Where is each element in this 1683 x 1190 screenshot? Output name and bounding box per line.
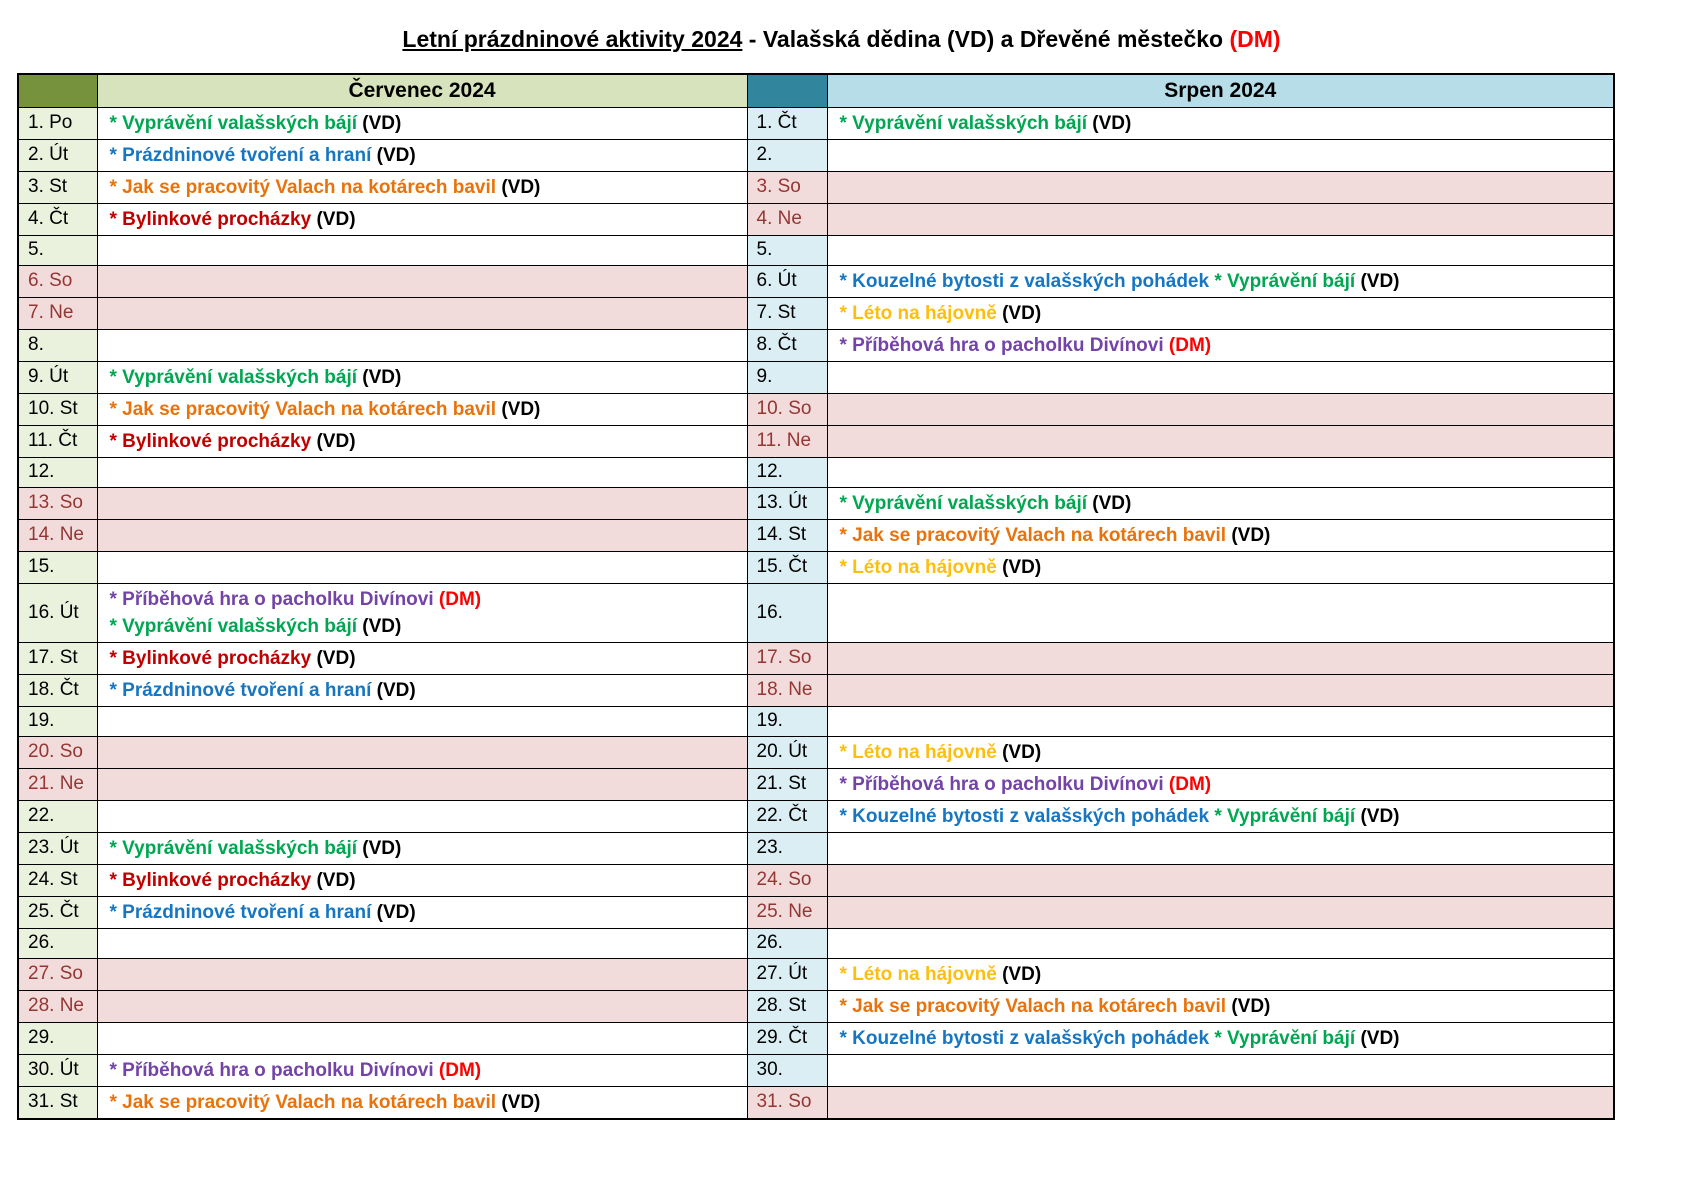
activity-segment: (VD) [311, 869, 356, 891]
activity-line [110, 396, 743, 423]
august-day-cell: 18. Ne [747, 674, 827, 706]
calendar-row-27 [18, 958, 1614, 990]
activity-segment: (VD) [496, 1091, 541, 1113]
july-day-cell: 4. Čt [18, 203, 97, 235]
august-activity-cell [827, 203, 1614, 235]
activity-line [110, 645, 743, 672]
calendar-row-21 [18, 768, 1614, 800]
activity-line [840, 961, 1610, 988]
activity-segment: * Prázdninové tvoření a hraní [109, 144, 372, 166]
activity-line [110, 867, 743, 894]
august-activity-cell [827, 425, 1614, 457]
calendar-row-11 [18, 425, 1614, 457]
activity-segment: (VD) [996, 741, 1042, 763]
calendar-row-19 [18, 706, 1614, 736]
july-activity-cell [97, 800, 747, 832]
activity-segment: (VD) [357, 615, 402, 637]
activity-line [840, 739, 1610, 766]
july-activity-cell [97, 583, 747, 642]
calendar-row-20 [18, 736, 1614, 768]
activity-segment: (VD) [496, 398, 541, 420]
activity-segment: * Bylinkové procházky [109, 647, 312, 669]
july-activity-cell [97, 361, 747, 393]
activity-segment: (VD) [357, 366, 402, 388]
august-day-cell: 17. So [747, 642, 827, 674]
calendar-row-9 [18, 361, 1614, 393]
activity-segment: * Jak se pracovitý Valach na kotárech bavil [109, 1091, 497, 1113]
august-activity-cell [827, 958, 1614, 990]
activity-segment: * Bylinkové procházky [109, 208, 312, 230]
activity-segment: (VD) [1087, 112, 1132, 134]
calendar-row-18 [18, 674, 1614, 706]
calendar-row-22 [18, 800, 1614, 832]
july-day-cell: 11. Čt [18, 425, 97, 457]
july-day-cell: 9. Út [18, 361, 97, 393]
activity-segment: * Bylinkové procházky [109, 430, 312, 452]
activity-line [110, 142, 743, 169]
activity-segment: * Bylinkové procházky [109, 869, 312, 891]
calendar-row-13 [18, 487, 1614, 519]
august-day-cell: 27. Út [747, 958, 827, 990]
august-day-cell: 4. Ne [747, 203, 827, 235]
july-activity-cell [97, 674, 747, 706]
july-day-cell: 20. So [18, 736, 97, 768]
july-activity-cell [97, 235, 747, 265]
july-activity-cell [97, 832, 747, 864]
july-activity-cell [97, 107, 747, 139]
august-day-cell: 16. [747, 583, 827, 642]
activity-line [110, 428, 743, 455]
activity-segment: (VD) [996, 302, 1042, 324]
august-activity-cell [827, 361, 1614, 393]
july-month-header: Červenec 2024 [97, 74, 747, 107]
title-dm-tag: (DM) [1229, 26, 1281, 52]
july-activity-cell [97, 864, 747, 896]
activity-segment: * Příběhová hra o pacholku Divínovi [109, 588, 434, 610]
august-activity-cell [827, 896, 1614, 928]
july-day-cell: 28. Ne [18, 990, 97, 1022]
july-activity-cell [97, 487, 747, 519]
august-day-cell: 9. [747, 361, 827, 393]
august-day-cell: 2. [747, 139, 827, 171]
july-day-cell: 16. Út [18, 583, 97, 642]
activity-line [110, 835, 743, 862]
july-day-cell: 21. Ne [18, 768, 97, 800]
calendar-row-1 [18, 107, 1614, 139]
calendar-row-5 [18, 235, 1614, 265]
july-day-cell: 17. St [18, 642, 97, 674]
august-corner-cell [747, 74, 827, 107]
activity-line [840, 1025, 1610, 1052]
july-activity-cell [97, 171, 747, 203]
activity-segment: (VD) [311, 430, 356, 452]
july-activity-cell [97, 203, 747, 235]
activity-segment: (VD) [1087, 492, 1132, 514]
august-activity-cell [827, 235, 1614, 265]
august-activity-cell [827, 551, 1614, 583]
activity-segment: (VD) [357, 837, 402, 859]
activity-line [840, 268, 1610, 295]
august-activity-cell [827, 297, 1614, 329]
activity-segment: (DM) [1163, 773, 1212, 795]
july-day-cell: 19. [18, 706, 97, 736]
activity-segment: * Vyprávění valašských bájí [109, 837, 358, 859]
august-activity-cell [827, 171, 1614, 203]
calendar-row-12 [18, 457, 1614, 487]
july-day-cell: 24. St [18, 864, 97, 896]
july-day-cell: 25. Čt [18, 896, 97, 928]
august-activity-cell [827, 107, 1614, 139]
july-day-cell: 22. [18, 800, 97, 832]
activity-segment: * Kouzelné bytosti z valašských pohádek [839, 805, 1210, 827]
activity-segment: * Vyprávění valašských bájí [839, 112, 1088, 134]
august-day-cell: 1. Čt [747, 107, 827, 139]
august-day-cell: 15. Čt [747, 551, 827, 583]
activity-line [840, 110, 1610, 137]
activity-segment: * Příběhová hra o pacholku Divínovi [839, 773, 1164, 795]
activity-line [110, 613, 743, 640]
calendar-row-25 [18, 896, 1614, 928]
activity-line [110, 677, 743, 704]
july-day-cell: 27. So [18, 958, 97, 990]
august-activity-cell [827, 990, 1614, 1022]
calendar-row-31 [18, 1086, 1614, 1119]
activity-line [110, 174, 743, 201]
title-rest: - Valašská dědina (VD) a Dřevěné městečko [742, 26, 1230, 52]
august-day-cell: 20. Út [747, 736, 827, 768]
calendar-header-row [18, 74, 1614, 107]
august-activity-cell [827, 706, 1614, 736]
july-day-cell: 23. Út [18, 832, 97, 864]
calendar-row-15 [18, 551, 1614, 583]
calendar-row-7 [18, 297, 1614, 329]
activity-segment: * Jak se pracovitý Valach na kotárech bavil [839, 524, 1227, 546]
activity-segment: * Jak se pracovitý Valach na kotárech bavil [109, 398, 497, 420]
july-activity-cell [97, 551, 747, 583]
august-day-cell: 29. Čt [747, 1022, 827, 1054]
july-activity-cell [97, 139, 747, 171]
august-activity-cell [827, 1086, 1614, 1119]
calendar-row-4 [18, 203, 1614, 235]
activity-segment: * Vyprávění bájí [1209, 1027, 1356, 1049]
calendar-row-16 [18, 583, 1614, 642]
august-activity-cell [827, 642, 1614, 674]
activity-segment: * Vyprávění valašských bájí [109, 615, 358, 637]
august-activity-cell [827, 864, 1614, 896]
calendar-row-26 [18, 928, 1614, 958]
august-day-cell: 10. So [747, 393, 827, 425]
july-activity-cell [97, 393, 747, 425]
activity-segment: (VD) [1226, 995, 1271, 1017]
calendar-row-17 [18, 642, 1614, 674]
july-activity-cell [97, 297, 747, 329]
july-day-cell: 12. [18, 457, 97, 487]
august-day-cell: 26. [747, 928, 827, 958]
august-month-header: Srpen 2024 [827, 74, 1614, 107]
calendar-row-14 [18, 519, 1614, 551]
activity-segment: * Vyprávění valašských bájí [839, 492, 1088, 514]
activity-segment: (DM) [433, 1059, 482, 1081]
activity-segment: (VD) [311, 647, 356, 669]
july-activity-cell [97, 990, 747, 1022]
july-activity-cell [97, 329, 747, 361]
july-activity-cell [97, 958, 747, 990]
august-day-cell: 12. [747, 457, 827, 487]
july-activity-cell [97, 519, 747, 551]
august-day-cell: 28. St [747, 990, 827, 1022]
july-activity-cell [97, 706, 747, 736]
activity-segment: * Kouzelné bytosti z valašských pohádek [839, 1027, 1210, 1049]
august-day-cell: 3. So [747, 171, 827, 203]
calendar-row-23 [18, 832, 1614, 864]
activity-segment: * Jak se pracovitý Valach na kotárech bavil [109, 176, 497, 198]
activity-line [840, 490, 1610, 517]
july-corner-cell [18, 74, 97, 107]
july-day-cell: 5. [18, 235, 97, 265]
july-activity-cell [97, 1054, 747, 1086]
activity-line [840, 771, 1610, 798]
august-activity-cell [827, 768, 1614, 800]
july-day-cell: 10. St [18, 393, 97, 425]
title-main: Letní prázdninové aktivity 2024 [402, 26, 743, 52]
activity-segment: * Léto na hájovně [839, 556, 997, 578]
august-activity-cell [827, 393, 1614, 425]
august-day-cell: 11. Ne [747, 425, 827, 457]
august-activity-cell [827, 736, 1614, 768]
july-day-cell: 1. Po [18, 107, 97, 139]
activity-line [110, 1089, 743, 1116]
activity-line [840, 554, 1610, 581]
activity-segment: (VD) [496, 176, 541, 198]
activity-segment: * Kouzelné bytosti z valašských pohádek [839, 270, 1210, 292]
august-day-cell: 19. [747, 706, 827, 736]
activity-line [840, 300, 1610, 327]
activity-segment: (VD) [371, 144, 416, 166]
activity-line [110, 206, 743, 233]
july-activity-cell [97, 896, 747, 928]
july-day-cell: 3. St [18, 171, 97, 203]
august-day-cell: 24. So [747, 864, 827, 896]
activity-segment: (VD) [371, 901, 416, 923]
july-day-cell: 7. Ne [18, 297, 97, 329]
july-day-cell: 31. St [18, 1086, 97, 1119]
calendar-row-30 [18, 1054, 1614, 1086]
calendar-row-2 [18, 139, 1614, 171]
august-activity-cell [827, 139, 1614, 171]
july-day-cell: 18. Čt [18, 674, 97, 706]
july-activity-cell [97, 265, 747, 297]
august-activity-cell [827, 457, 1614, 487]
august-activity-cell [827, 519, 1614, 551]
activity-line [110, 364, 743, 391]
activity-line [840, 993, 1610, 1020]
july-activity-cell [97, 928, 747, 958]
august-day-cell: 23. [747, 832, 827, 864]
activity-segment: * Příběhová hra o pacholku Divínovi [109, 1059, 434, 1081]
august-day-cell: 22. Čt [747, 800, 827, 832]
calendar-row-24 [18, 864, 1614, 896]
august-day-cell: 5. [747, 235, 827, 265]
activity-line [110, 110, 743, 137]
august-day-cell: 31. So [747, 1086, 827, 1119]
july-day-cell: 26. [18, 928, 97, 958]
activity-segment: (VD) [1226, 524, 1271, 546]
activity-segment: (VD) [1355, 805, 1400, 827]
august-day-cell: 25. Ne [747, 896, 827, 928]
july-activity-cell [97, 768, 747, 800]
calendar-row-28 [18, 990, 1614, 1022]
july-day-cell: 15. [18, 551, 97, 583]
activity-segment: * Jak se pracovitý Valach na kotárech bavil [839, 995, 1227, 1017]
august-activity-cell [827, 800, 1614, 832]
activity-segment: * Příběhová hra o pacholku Divínovi [839, 334, 1164, 356]
activity-segment: * Léto na hájovně [839, 302, 997, 324]
august-activity-cell [827, 1054, 1614, 1086]
activity-segment: (VD) [311, 208, 356, 230]
august-day-cell: 8. Čt [747, 329, 827, 361]
calendar-row-3 [18, 171, 1614, 203]
activity-segment: * Vyprávění bájí [1209, 805, 1356, 827]
august-day-cell: 6. Út [747, 265, 827, 297]
activity-segment: (DM) [1163, 334, 1212, 356]
activity-segment: (VD) [1355, 270, 1400, 292]
july-day-cell: 8. [18, 329, 97, 361]
calendar-row-8 [18, 329, 1614, 361]
activity-line [840, 332, 1610, 359]
calendar-table [17, 73, 1615, 1120]
august-day-cell: 14. St [747, 519, 827, 551]
august-day-cell: 13. Út [747, 487, 827, 519]
activity-segment: (DM) [433, 588, 482, 610]
august-day-cell: 30. [747, 1054, 827, 1086]
august-activity-cell [827, 928, 1614, 958]
july-day-cell: 13. So [18, 487, 97, 519]
july-activity-cell [97, 425, 747, 457]
activity-segment: * Léto na hájovně [839, 741, 997, 763]
july-activity-cell [97, 642, 747, 674]
july-day-cell: 14. Ne [18, 519, 97, 551]
activity-line [110, 1057, 743, 1084]
calendar-row-6 [18, 265, 1614, 297]
activity-line [110, 586, 743, 613]
activity-line [840, 803, 1610, 830]
july-activity-cell [97, 1022, 747, 1054]
august-day-cell: 21. St [747, 768, 827, 800]
august-activity-cell [827, 329, 1614, 361]
august-activity-cell [827, 1022, 1614, 1054]
august-activity-cell [827, 265, 1614, 297]
activity-segment: (VD) [357, 112, 402, 134]
august-day-cell: 7. St [747, 297, 827, 329]
calendar-row-10 [18, 393, 1614, 425]
activity-segment: (VD) [1355, 1027, 1400, 1049]
july-activity-cell [97, 736, 747, 768]
july-day-cell: 30. Út [18, 1054, 97, 1086]
july-activity-cell [97, 457, 747, 487]
activity-line [840, 522, 1610, 549]
activity-segment: * Léto na hájovně [839, 963, 997, 985]
activity-line [110, 899, 743, 926]
july-activity-cell [97, 1086, 747, 1119]
activity-segment: (VD) [996, 556, 1042, 578]
august-activity-cell [827, 583, 1614, 642]
july-day-cell: 29. [18, 1022, 97, 1054]
activity-segment: * Vyprávění valašských bájí [109, 112, 358, 134]
august-activity-cell [827, 674, 1614, 706]
activity-segment: (VD) [371, 679, 416, 701]
activity-segment: (VD) [996, 963, 1042, 985]
activity-segment: * Prázdninové tvoření a hraní [109, 901, 372, 923]
july-day-cell: 6. So [18, 265, 97, 297]
calendar-row-29 [18, 1022, 1614, 1054]
activity-segment: * Prázdninové tvoření a hraní [109, 679, 372, 701]
august-activity-cell [827, 832, 1614, 864]
july-day-cell: 2. Út [18, 139, 97, 171]
page-title [0, 0, 1683, 73]
august-activity-cell [827, 487, 1614, 519]
activity-segment: * Vyprávění valašských bájí [109, 366, 358, 388]
activity-segment: * Vyprávění bájí [1209, 270, 1356, 292]
